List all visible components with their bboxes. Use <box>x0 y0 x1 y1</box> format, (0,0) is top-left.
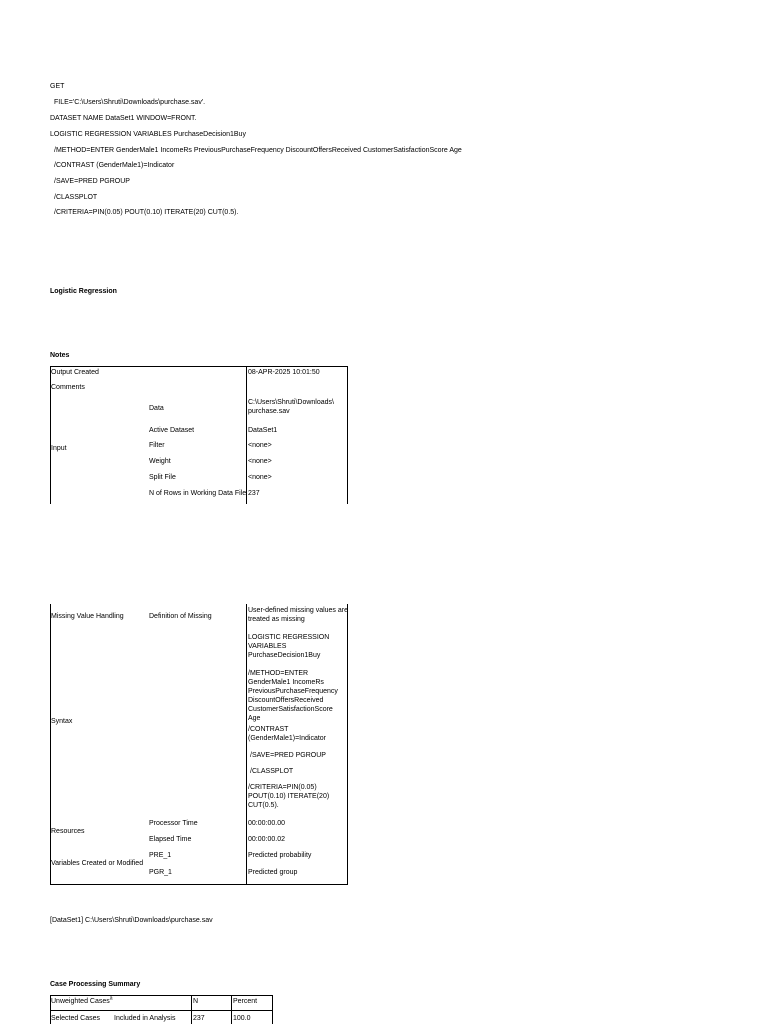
notes-syntax-block: /SAVE=PRED PGROUP <box>250 752 326 759</box>
table-value-divider <box>246 604 247 884</box>
table-value-divider <box>246 366 247 504</box>
case-summary-row-group: Selected Cases <box>51 1015 101 1022</box>
notes-output-created-value: 08-APR-2025 10:01:50 <box>248 369 320 376</box>
notes-definition-missing-label: Definition of Missing <box>149 613 212 620</box>
notes-elapsed-time-label: Elapsed Time <box>149 836 192 843</box>
case-summary-top-border <box>50 995 272 996</box>
syntax-line: GET <box>50 83 65 90</box>
procedure-title: Logistic Regression <box>50 288 117 295</box>
notes-vars-created-label: Variables Created or Modified <box>51 860 144 867</box>
notes-syntax-block: /METHOD=ENTER GenderMale1 IncomeRs PreviousPurchaseFrequency DiscountOffersReceived CustomerSatisfactionScore Age <box>248 670 338 722</box>
notes-input-label: Input <box>51 445 67 452</box>
case-summary-header-border <box>50 1010 272 1011</box>
notes-missing-label: Missing Value Handling <box>51 613 124 620</box>
case-summary-col-divider <box>231 995 232 1024</box>
notes-active-dataset-label: Active Dataset <box>149 427 195 434</box>
table-right-border <box>347 366 348 504</box>
notes-syntax-block: /CLASSPLOT <box>250 768 294 775</box>
notes-definition-missing-value: User-defined missing values are treated as missing <box>248 607 348 623</box>
case-summary-col-percent: Percent <box>233 998 258 1005</box>
notes-n-rows-label: N of Rows in Working Data File <box>149 490 247 497</box>
case-summary-header-text: Unweighted Cases <box>51 998 110 1005</box>
notes-resources-label: Resources <box>51 828 85 835</box>
notes-syntax-block: /CRITERIA=PIN(0.05) POUT(0.10) ITERATE(20) CUT(0.5). <box>248 784 330 809</box>
notes-processor-time-label: Processor Time <box>149 820 198 827</box>
syntax-line: /CRITERIA=PIN(0.05) POUT(0.10) ITERATE(20) CUT(0.5). <box>54 209 239 216</box>
notes-split-file-label: Split File <box>149 474 176 481</box>
case-summary-header-footnote: a <box>109 995 113 1002</box>
table-top-border <box>50 366 347 367</box>
case-summary-title: Case Processing Summary <box>50 981 141 988</box>
syntax-line: /METHOD=ENTER GenderMale1 IncomeRs PreviousPurchaseFrequency DiscountOffersReceived CustomerSatisfactionScore Age <box>54 147 462 154</box>
notes-syntax-label: Syntax <box>51 718 73 725</box>
case-summary-row-n: 237 <box>193 1015 205 1022</box>
syntax-line: /CONTRAST (GenderMale1)=Indicator <box>54 162 175 169</box>
case-summary-col-n: N <box>193 998 199 1005</box>
notes-elapsed-time-value: 00:00:00.02 <box>248 836 285 843</box>
notes-pre1-value: Predicted probability <box>248 852 312 859</box>
notes-data-value: C:\Users\Shruti\Downloads\ purchase.sav <box>248 399 334 415</box>
table-left-border <box>50 604 51 884</box>
notes-weight-label: Weight <box>149 458 171 465</box>
table-bottom-border <box>50 884 348 885</box>
notes-filter-value: <none> <box>248 442 272 449</box>
notes-syntax-block: /CONTRAST (GenderMale1)=Indicator <box>248 726 327 742</box>
notes-pre1-label: PRE_1 <box>149 852 172 859</box>
case-summary-row-percent: 100.0 <box>233 1015 251 1022</box>
notes-active-dataset-value: DataSet1 <box>248 427 278 434</box>
case-summary-row-label: Included in Analysis <box>114 1015 176 1022</box>
case-summary-header-label <box>51 997 113 1006</box>
notes-filter-label: Filter <box>149 442 165 449</box>
notes-n-rows-value: 237 <box>248 490 260 497</box>
notes-syntax-block: LOGISTIC REGRESSION VARIABLES PurchaseDecision1Buy <box>248 634 330 659</box>
notes-comments-label: Comments <box>51 384 85 391</box>
notes-split-file-value: <none> <box>248 474 272 481</box>
syntax-line: /SAVE=PRED PGROUP <box>54 178 130 185</box>
notes-data-label: Data <box>149 405 164 412</box>
table-right-border <box>347 604 348 884</box>
case-summary-col-divider <box>191 995 192 1024</box>
syntax-line: DATASET NAME DataSet1 WINDOW=FRONT. <box>50 115 197 122</box>
syntax-line: /CLASSPLOT <box>54 194 98 201</box>
notes-pgr1-value: Predicted group <box>248 869 298 876</box>
notes-output-created-label: Output Created <box>51 369 99 376</box>
notes-title: Notes <box>50 352 70 359</box>
notes-weight-value: <none> <box>248 458 272 465</box>
case-summary-right-border <box>272 995 273 1024</box>
syntax-line: FILE='C:\Users\Shruti\Downloads\purchase.sav'. <box>54 99 206 106</box>
notes-processor-time-value: 00:00:00.00 <box>248 820 285 827</box>
syntax-line: LOGISTIC REGRESSION VARIABLES PurchaseDecision1Buy <box>50 131 246 138</box>
dataset-line: [DataSet1] C:\Users\Shruti\Downloads\purchase.sav <box>50 917 213 924</box>
notes-pgr1-label: PGR_1 <box>149 869 172 876</box>
